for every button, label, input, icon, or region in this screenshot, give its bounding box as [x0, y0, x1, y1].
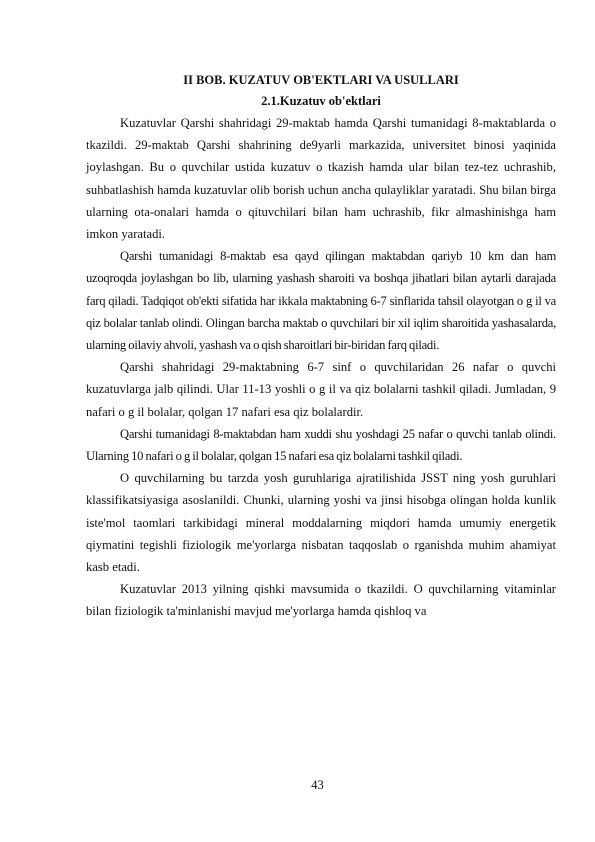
page-content [86, 70, 556, 623]
paragraph-3: Qarshi shahridagi 29-maktabning 6-7 sinf o quvchilaridan 26 nafar o quvchi kuzatuvlarga jalb qilindi. Ular 11-13 yoshli o g il va qiz bolalarni tashkil qiladi. Jumladan, 9 nafari o g il bolalar, qolgan 17 nafari esa qiz bolalardir. [86, 360, 556, 419]
paragraph-4: Qarshi tumanidagi 8-maktabdan ham xuddi shu yoshdagi 25 nafar o quvchi tanlab olindi. Ularning 10 nafari o g il bolalar, qolgan 15 nafari esa qiz bolalarni tashkil qiladi. [86, 426, 556, 464]
paragraph-1: Kuzatuvlar Qarshi shahridagi 29-maktab hamda Qarshi tumanidagi 8-maktablarda o tkazildi. 29-maktab Qarshi shahrining de9yarli markazida, universitet binosi yaqinida joylashgan. Bu o quvchilar ustida kuzatuv o tkazish hamda ular bilan tez-tez uchrashib, suhbatlashish hamda kuzatuvlar olib borish uchun ancha qulayliklar yaratadi. Shu bilan birga ularning ota-onalari hamda o qituvchilari bilan ham uchrashib, fikr almashinishga ham imkon yaratadi. [86, 116, 556, 242]
page-number: 43 [311, 778, 324, 792]
section-title: 2.1.Kuzatuv ob'ektlari [261, 94, 381, 108]
paragraph-5: O quvchilarning bu tarzda yosh guruhlariga ajratilishida JSST ning yosh guruhlari klassifikatsiyasiga asoslanildi. Chunki, ularning yoshi va jinsi hisobga olingan holda kunlik iste'mol taomlari tarkibidagi mineral moddalarning miqdori hamda umumiy energetik qiymatini tegishli fiziologik me'yorlarga nisbatan taqqoslab o rganishda muhim ahamiyat kasb etadi. [86, 471, 556, 575]
paragraph-2: Qarshi tumanidagi 8-maktab esa qayd qilingan maktabdan qariyb 10 km dan ham uzoqroqda joylashgan bo lib, ularning yashash sharoiti va boshqa jihatlari bilan aytarli darajada farq qiladi. Tadqiqot ob'ekti sifatida har ikkala maktabning 6-7 sinflarida tahsil olayotgan o g il va qiz bolalar tanlab olindi. Olingan barcha maktab o quvchilari bir xil iqlim sharoitida yashasalarda, ularning oilaviy ahvoli, yashash va o qish sharoitlari bir-biridan farq qiladi. [86, 249, 556, 353]
chapter-title: II BOB. KUZATUV OB'EKTLARI VA USULLARI [183, 73, 459, 87]
paragraph-6: Kuzatuvlar 2013 yilning qishki mavsumida o tkazildi. O quvchilarning vitaminlar bilan fiziologik ta'minlanishi mavjud me'yorlarga hamda qishloq va [86, 582, 556, 619]
